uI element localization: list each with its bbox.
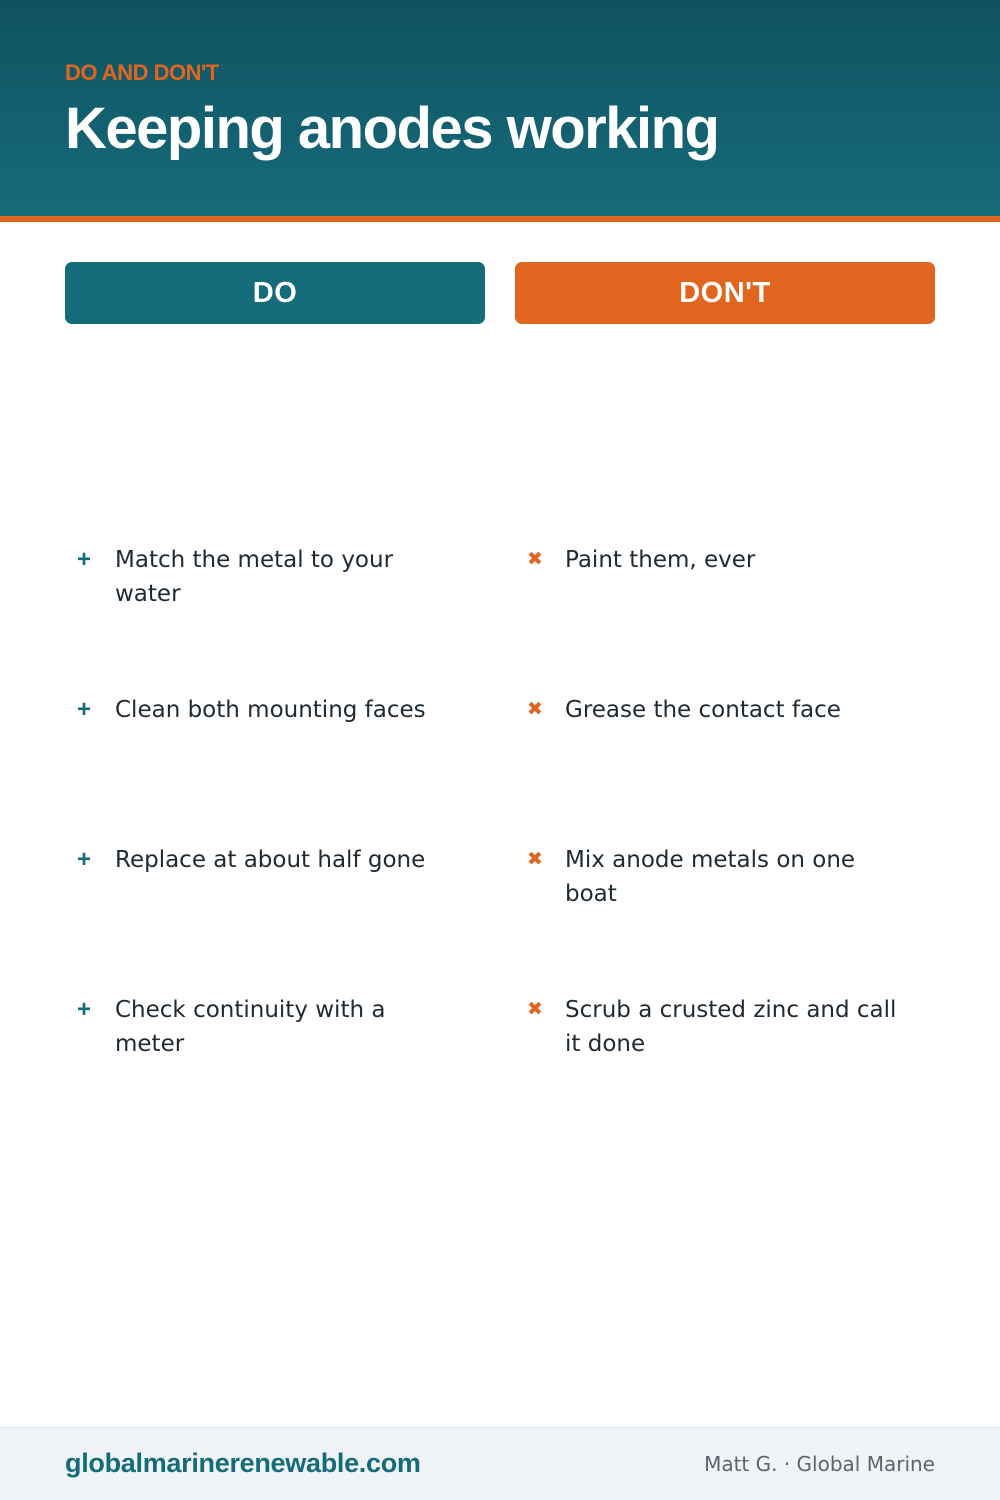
plus-icon: + xyxy=(77,846,92,873)
header-divider xyxy=(0,216,1000,222)
cross-icon: ✖ xyxy=(527,999,543,1020)
page-title: Keeping anodes working xyxy=(65,96,719,161)
plus-icon: + xyxy=(77,996,92,1023)
dont-list-item xyxy=(515,543,915,577)
eyebrow-label: DO AND DON'T xyxy=(65,60,219,85)
dont-list-item xyxy=(515,993,915,1061)
dont-item-text: Paint them, ever xyxy=(565,547,756,573)
header-banner xyxy=(0,0,1000,216)
cross-icon: ✖ xyxy=(527,699,543,720)
do-list-item xyxy=(65,693,465,727)
footer xyxy=(0,1427,1000,1500)
dont-list-item xyxy=(515,693,915,727)
dont-item-text: Scrub a crusted zinc and call it done xyxy=(565,997,897,1057)
dont-item-text: Grease the contact face xyxy=(565,697,841,723)
dont-item-text: Mix anode metals on one boat xyxy=(565,847,856,907)
dont-list-item xyxy=(515,843,915,911)
do-item-text: Match the metal to your water xyxy=(115,547,394,607)
do-item-text: Check continuity with a meter xyxy=(115,997,386,1057)
do-list-item xyxy=(65,993,465,1061)
do-list-item xyxy=(65,843,465,877)
cross-icon: ✖ xyxy=(527,549,543,570)
footer-site-link[interactable]: globalmarinerenewable.com xyxy=(65,1448,421,1478)
cross-icon: ✖ xyxy=(527,849,543,870)
footer-author: Matt G. · Global Marine xyxy=(704,1452,935,1476)
dont-column-header: DON'T xyxy=(515,262,935,324)
do-item-text: Clean both mounting faces xyxy=(115,697,426,723)
do-list-item xyxy=(65,543,465,611)
plus-icon: + xyxy=(77,696,92,723)
plus-icon: + xyxy=(77,546,92,573)
do-item-text: Replace at about half gone xyxy=(115,847,426,873)
do-column-header: DO xyxy=(65,262,485,324)
